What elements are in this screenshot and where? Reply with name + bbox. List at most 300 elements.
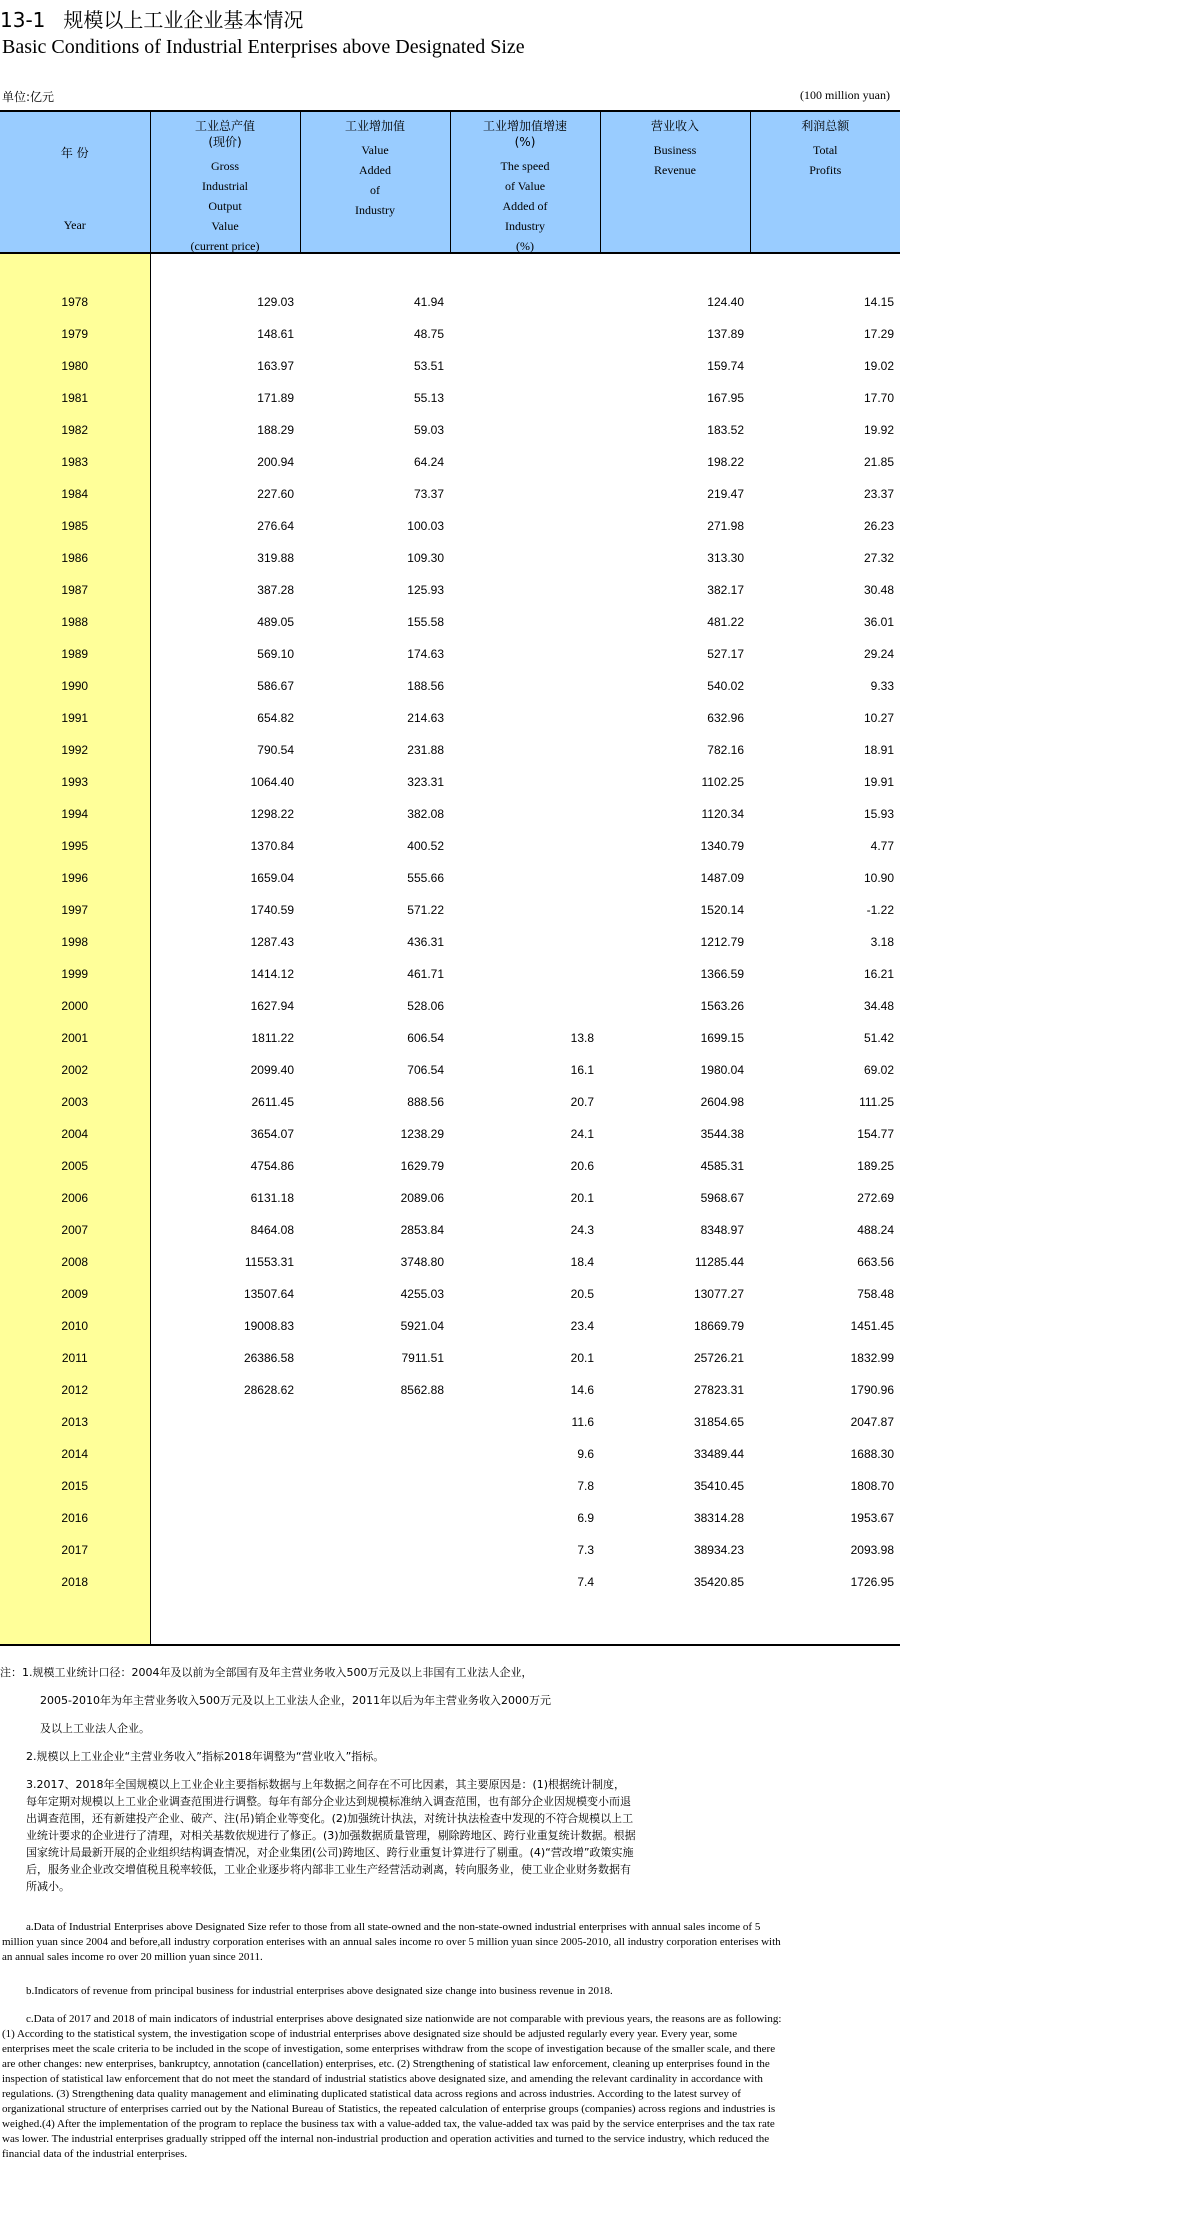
value-cell bbox=[450, 446, 600, 478]
value-cell: 200.94 bbox=[257, 455, 294, 469]
table-row bbox=[0, 702, 900, 734]
value-cell: 109.30 bbox=[407, 551, 444, 565]
value-cell: 319.88 bbox=[257, 551, 294, 565]
year-cell: 1994 bbox=[0, 798, 150, 830]
value-cell: 782.16 bbox=[707, 743, 744, 757]
value-cell: 31854.65 bbox=[693, 1415, 744, 1429]
value-cell: 19008.83 bbox=[243, 1319, 294, 1333]
value-cell: 18669.79 bbox=[693, 1319, 744, 1333]
value-cell bbox=[450, 382, 600, 414]
value-cell bbox=[450, 318, 600, 350]
value-cell: 10.27 bbox=[863, 711, 894, 725]
table-row bbox=[0, 766, 900, 798]
year-cell: 2006 bbox=[0, 1182, 150, 1214]
value-cell: 53.51 bbox=[413, 359, 444, 373]
value-cell bbox=[450, 894, 600, 926]
value-cell: 1102.25 bbox=[701, 775, 744, 789]
header-cn: 工业总产值 (现价) bbox=[194, 119, 255, 149]
table-row bbox=[0, 830, 900, 862]
year-cell: 2014 bbox=[0, 1438, 150, 1470]
value-cell: 540.02 bbox=[707, 679, 744, 693]
table-row bbox=[0, 350, 900, 382]
header-en: Business Revenue bbox=[653, 143, 697, 177]
table-row bbox=[0, 1022, 900, 1054]
value-cell bbox=[150, 1534, 300, 1566]
value-cell: 400.52 bbox=[407, 839, 444, 853]
year-cell: 1989 bbox=[0, 638, 150, 670]
value-cell: 124.40 bbox=[707, 295, 744, 309]
value-cell bbox=[450, 990, 600, 1022]
value-cell: 4585.31 bbox=[700, 1159, 744, 1173]
value-cell: 1811.22 bbox=[251, 1031, 294, 1045]
table-row bbox=[0, 382, 900, 414]
unit-label-cn: 单位:亿元 bbox=[2, 90, 55, 104]
header-cn: 工业增加值增速 (%) bbox=[482, 119, 567, 149]
value-cell: 1366.59 bbox=[700, 967, 744, 981]
table-row bbox=[0, 478, 900, 510]
table-row bbox=[0, 1438, 900, 1470]
year-cell: 1998 bbox=[0, 926, 150, 958]
value-cell: 527.17 bbox=[707, 647, 744, 661]
value-cell: 129.03 bbox=[257, 295, 294, 309]
value-cell: 1520.14 bbox=[700, 903, 744, 917]
value-cell: 2089.06 bbox=[400, 1191, 444, 1205]
value-cell: 7911.51 bbox=[401, 1351, 444, 1365]
table-row bbox=[0, 894, 900, 926]
value-cell bbox=[450, 606, 600, 638]
value-cell: 64.24 bbox=[413, 455, 444, 469]
table-end-row bbox=[0, 1598, 900, 1645]
value-cell: 4255.03 bbox=[400, 1287, 444, 1301]
value-cell: 1487.09 bbox=[700, 871, 744, 885]
value-cell: 137.89 bbox=[707, 327, 744, 341]
value-cell bbox=[450, 574, 600, 606]
value-cell: 125.93 bbox=[407, 583, 444, 597]
value-cell: 1451.45 bbox=[850, 1319, 894, 1333]
value-cell bbox=[450, 926, 600, 958]
year-cell: 1996 bbox=[0, 862, 150, 894]
value-cell: 188.29 bbox=[257, 423, 294, 437]
table-header-row bbox=[0, 111, 900, 253]
value-cell: 198.22 bbox=[707, 455, 744, 469]
year-cell: 2012 bbox=[0, 1374, 150, 1406]
year-cell: 2010 bbox=[0, 1310, 150, 1342]
value-cell: 23.37 bbox=[863, 487, 894, 501]
year-cell: 2002 bbox=[0, 1054, 150, 1086]
year-cell: 1987 bbox=[0, 574, 150, 606]
value-cell: 171.89 bbox=[257, 391, 294, 405]
value-cell bbox=[450, 510, 600, 542]
table-row bbox=[0, 990, 900, 1022]
value-cell: 13.8 bbox=[570, 1031, 594, 1045]
value-cell: 174.63 bbox=[407, 647, 444, 661]
value-cell bbox=[450, 350, 600, 382]
value-cell: 1726.95 bbox=[850, 1575, 894, 1589]
table-row bbox=[0, 1342, 900, 1374]
spacer-row bbox=[0, 253, 900, 286]
value-cell: 214.63 bbox=[407, 711, 444, 725]
value-cell: 20.5 bbox=[570, 1287, 594, 1301]
year-cell: 1986 bbox=[0, 542, 150, 574]
value-cell bbox=[450, 638, 600, 670]
year-cell: 1995 bbox=[0, 830, 150, 862]
note-1a: 注：1.规模工业统计口径：2004年及以前为全部国有及年主营业务收入500万元及以上非国有工业法人企业， bbox=[0, 1666, 533, 1679]
value-cell: 231.88 bbox=[407, 743, 444, 757]
value-cell: 9.33 bbox=[870, 679, 894, 693]
value-cell: 8464.08 bbox=[250, 1223, 294, 1237]
value-cell: 24.1 bbox=[570, 1127, 594, 1141]
header-total-profits bbox=[750, 111, 900, 253]
value-cell: 1832.99 bbox=[850, 1351, 894, 1365]
value-cell: 1414.12 bbox=[250, 967, 294, 981]
year-cell: 1993 bbox=[0, 766, 150, 798]
value-cell: 276.64 bbox=[257, 519, 294, 533]
value-cell: 10.90 bbox=[863, 871, 894, 885]
page-title-en: Basic Conditions of Industrial Enterprises above Designated Size bbox=[2, 36, 525, 58]
value-cell: 387.28 bbox=[257, 583, 294, 597]
value-cell bbox=[150, 1502, 300, 1534]
value-cell: 461.71 bbox=[407, 967, 444, 981]
header-year-cn: 年 份 bbox=[60, 146, 89, 160]
value-cell: 4754.86 bbox=[250, 1159, 294, 1173]
table-row bbox=[0, 542, 900, 574]
value-cell: 13077.27 bbox=[693, 1287, 744, 1301]
year-cell: 1980 bbox=[0, 350, 150, 382]
value-cell: 706.54 bbox=[407, 1063, 444, 1077]
value-cell bbox=[150, 1406, 300, 1438]
value-cell: 18.91 bbox=[863, 743, 894, 757]
value-cell: 154.77 bbox=[857, 1127, 894, 1141]
year-cell: 2017 bbox=[0, 1534, 150, 1566]
header-cn: 利润总额 bbox=[801, 119, 850, 133]
table-row bbox=[0, 510, 900, 542]
value-cell: 2611.45 bbox=[251, 1095, 294, 1109]
note-1b: 2005-2010年为年主营业务收入500万元及以上工业法人企业，2011年以后为年主营业务收入2000万元 bbox=[40, 1694, 551, 1707]
header-value-added bbox=[300, 111, 450, 253]
header-gross-output bbox=[150, 111, 300, 253]
table-row bbox=[0, 1502, 900, 1534]
header-en: Total Profits bbox=[809, 143, 842, 177]
value-cell: 790.54 bbox=[257, 743, 294, 757]
value-cell: 27823.31 bbox=[693, 1383, 744, 1397]
value-cell: 1120.34 bbox=[701, 807, 744, 821]
value-cell: 1627.94 bbox=[250, 999, 294, 1013]
year-cell: 2016 bbox=[0, 1502, 150, 1534]
value-cell: 1699.15 bbox=[700, 1031, 744, 1045]
year-cell: 1991 bbox=[0, 702, 150, 734]
value-cell: 34.48 bbox=[863, 999, 894, 1013]
value-cell: 163.97 bbox=[257, 359, 294, 373]
value-cell: 3748.80 bbox=[400, 1255, 444, 1269]
year-cell: 2009 bbox=[0, 1278, 150, 1310]
table-row bbox=[0, 1278, 900, 1310]
value-cell: 38934.23 bbox=[693, 1543, 744, 1557]
value-cell: 159.74 bbox=[707, 359, 744, 373]
value-cell: 183.52 bbox=[707, 423, 744, 437]
value-cell: 19.92 bbox=[863, 423, 894, 437]
value-cell bbox=[300, 1534, 450, 1566]
value-cell bbox=[450, 702, 600, 734]
value-cell: 1298.22 bbox=[250, 807, 294, 821]
value-cell: 632.96 bbox=[707, 711, 744, 725]
table-row bbox=[0, 1182, 900, 1214]
table-row bbox=[0, 446, 900, 478]
value-cell: 5968.67 bbox=[700, 1191, 744, 1205]
value-cell: 73.37 bbox=[413, 487, 444, 501]
note-3: 3.2017、2018年全国规模以上工业企业主要指标数据与上年数据之间存在不可比因素，其主要原因是：(1)根据统计制度，每年定期对规模以上工业企业调查范围进行调整。每年有部分企业达到规模标准纳入调查范围，也有部分企业因规模变小而退出调查范围，还有新建投产企业、破产、注(吊)销企业等变化。(2)加强统计执法，对统计执法检查中发现的不符合规模以上工业统计要求的企业进行了清理，对相关基数依规进行了修正。(3)加强数据质量管理，剔除跨地区、跨行业重复统计数据。根据国家统计局最新开展的企业组织结构调查情况，对企业集团(公司)跨地区、跨行业重复计算进行了剔重。(4)“营改增”政策实施后，服务业企业改交增值税且税率较低，工业企业逐步将内部非工业生产经营活动剥离，转向服务业，使工业企业财务数据有所减小。 bbox=[26, 1778, 636, 1893]
value-cell: 1790.96 bbox=[850, 1383, 894, 1397]
value-cell: 6.9 bbox=[577, 1511, 594, 1525]
value-cell: 26386.58 bbox=[243, 1351, 294, 1365]
table-row bbox=[0, 1406, 900, 1438]
value-cell: 1808.70 bbox=[850, 1479, 894, 1493]
value-cell: 13507.64 bbox=[243, 1287, 294, 1301]
value-cell: 758.48 bbox=[857, 1287, 894, 1301]
table-row bbox=[0, 1566, 900, 1598]
table-row bbox=[0, 574, 900, 606]
value-cell: 1370.84 bbox=[250, 839, 294, 853]
table-row bbox=[0, 1470, 900, 1502]
table-row bbox=[0, 670, 900, 702]
header-cn: 营业收入 bbox=[650, 119, 699, 133]
year-cell: 1979 bbox=[0, 318, 150, 350]
value-cell: 30.48 bbox=[863, 583, 894, 597]
value-cell: 36.01 bbox=[863, 615, 894, 629]
year-cell: 2011 bbox=[0, 1342, 150, 1374]
value-cell: 569.10 bbox=[257, 647, 294, 661]
value-cell: 3.18 bbox=[870, 935, 894, 949]
value-cell: 111.25 bbox=[859, 1095, 894, 1109]
value-cell: 313.30 bbox=[707, 551, 744, 565]
value-cell: 9.6 bbox=[577, 1447, 594, 1461]
table-row bbox=[0, 1214, 900, 1246]
table-row bbox=[0, 1310, 900, 1342]
value-cell: 528.06 bbox=[407, 999, 444, 1013]
value-cell: 606.54 bbox=[407, 1031, 444, 1045]
year-cell: 1978 bbox=[0, 286, 150, 318]
value-cell bbox=[450, 670, 600, 702]
header-year-en: Year bbox=[63, 218, 86, 232]
value-cell: 29.24 bbox=[863, 647, 894, 661]
year-cell: 2008 bbox=[0, 1246, 150, 1278]
value-cell: 2604.98 bbox=[700, 1095, 744, 1109]
value-cell: 888.56 bbox=[407, 1095, 444, 1109]
value-cell: 654.82 bbox=[257, 711, 294, 725]
value-cell: 16.1 bbox=[570, 1063, 594, 1077]
table-row bbox=[0, 606, 900, 638]
value-cell: 20.1 bbox=[570, 1191, 594, 1205]
value-cell: 11553.31 bbox=[244, 1255, 294, 1269]
value-cell: 1740.59 bbox=[250, 903, 294, 917]
value-cell: 35410.45 bbox=[693, 1479, 744, 1493]
value-cell: 51.42 bbox=[863, 1031, 894, 1045]
value-cell bbox=[300, 1502, 450, 1534]
year-cell: 2001 bbox=[0, 1022, 150, 1054]
value-cell: 28628.62 bbox=[243, 1383, 294, 1397]
value-cell: 24.3 bbox=[570, 1223, 594, 1237]
value-cell bbox=[450, 862, 600, 894]
value-cell: 1980.04 bbox=[700, 1063, 744, 1077]
value-cell bbox=[450, 798, 600, 830]
value-cell: 27.32 bbox=[863, 551, 894, 565]
value-cell: 59.03 bbox=[413, 423, 444, 437]
header-business-revenue bbox=[600, 111, 750, 253]
value-cell: 382.08 bbox=[407, 807, 444, 821]
value-cell: 33489.44 bbox=[693, 1447, 744, 1461]
value-cell bbox=[300, 1438, 450, 1470]
table-row bbox=[0, 926, 900, 958]
value-cell bbox=[450, 734, 600, 766]
value-cell: 17.70 bbox=[863, 391, 894, 405]
value-cell: 11.6 bbox=[571, 1415, 594, 1429]
table-row bbox=[0, 1150, 900, 1182]
value-cell: 189.25 bbox=[857, 1159, 894, 1173]
year-cell: 1988 bbox=[0, 606, 150, 638]
value-cell: 481.22 bbox=[707, 615, 744, 629]
value-cell bbox=[450, 542, 600, 574]
value-cell: 555.66 bbox=[407, 871, 444, 885]
value-cell: 1563.26 bbox=[700, 999, 744, 1013]
value-cell: 35420.85 bbox=[693, 1575, 744, 1589]
value-cell: 14.15 bbox=[863, 295, 894, 309]
year-cell: 1984 bbox=[0, 478, 150, 510]
value-cell: 663.56 bbox=[857, 1255, 894, 1269]
year-cell: 1999 bbox=[0, 958, 150, 990]
year-cell: 2005 bbox=[0, 1150, 150, 1182]
value-cell: 100.03 bbox=[407, 519, 444, 533]
value-cell: 2047.87 bbox=[850, 1415, 894, 1429]
value-cell: 55.13 bbox=[413, 391, 444, 405]
value-cell: 1212.79 bbox=[700, 935, 744, 949]
value-cell: 188.56 bbox=[407, 679, 444, 693]
value-cell bbox=[150, 1438, 300, 1470]
note-2: 2.规模以上工业企业“主营业务收入”指标2018年调整为“营业收入”指标。 bbox=[26, 1750, 385, 1763]
value-cell: 19.91 bbox=[863, 775, 894, 789]
year-cell: 2004 bbox=[0, 1118, 150, 1150]
table-number: 13-1 bbox=[0, 8, 46, 32]
value-cell: 8348.97 bbox=[700, 1223, 744, 1237]
value-cell: 2853.84 bbox=[400, 1223, 444, 1237]
value-cell: 5921.04 bbox=[400, 1319, 444, 1333]
year-cell: 1981 bbox=[0, 382, 150, 414]
value-cell bbox=[150, 1470, 300, 1502]
value-cell: 1064.40 bbox=[250, 775, 294, 789]
value-cell: 7.8 bbox=[577, 1479, 594, 1493]
value-cell: 20.1 bbox=[570, 1351, 594, 1365]
value-cell: 16.21 bbox=[863, 967, 894, 981]
table-row bbox=[0, 734, 900, 766]
value-cell: 489.05 bbox=[257, 615, 294, 629]
value-cell: 20.6 bbox=[570, 1159, 594, 1173]
table-row bbox=[0, 318, 900, 350]
value-cell: 7.4 bbox=[577, 1575, 594, 1589]
value-cell bbox=[150, 1566, 300, 1598]
value-cell: 14.6 bbox=[570, 1383, 594, 1397]
year-cell: 1985 bbox=[0, 510, 150, 542]
value-cell: 219.47 bbox=[707, 487, 744, 501]
value-cell: 382.17 bbox=[707, 583, 744, 597]
value-cell: 25726.21 bbox=[693, 1351, 744, 1365]
note-b: b.Indicators of revenue from principal business for industrial enterprises above designated size change into business revenue in 2018. bbox=[26, 1985, 613, 1997]
table-row bbox=[0, 798, 900, 830]
value-cell: 23.4 bbox=[570, 1319, 594, 1333]
year-cell: 2013 bbox=[0, 1406, 150, 1438]
value-cell: 488.24 bbox=[857, 1223, 894, 1237]
year-cell: 1992 bbox=[0, 734, 150, 766]
header-en: The speed of Value Added of Industry (%) bbox=[500, 159, 550, 253]
value-cell bbox=[450, 958, 600, 990]
year-cell: 2007 bbox=[0, 1214, 150, 1246]
header-en: Value Added of Industry bbox=[355, 143, 395, 217]
note-c: c.Data of 2017 and 2018 of main indicators of industrial enterprises above designated size nationwide are not comparable with previous years, the reasons are as following: (1) According to the statistical system, the investigation scope of industrial enterprises above designated size should be adjusted regularly every year. Every year, some enterprises meet the scale criteria to be included in the scope of investigation, some enterprises withdraw from the scope of investigation because of the smaller scale, and there are other changes: new enterprises, bankruptcy, annotation (cancellation) enterprises, etc. (2) Strengthening of statistical law enforcement, cleaning up enterprises found in the inspection of statistical law enforcement that do not meet the standard of industrial statistics above designated size, and amending the relevant cardinality in accordance with regulations. (3) Strengthening data quality management and eliminating duplicated statistical data across regions and across industries. According to the latest survey of organizational structure of enterprises carried out by the National Bureau of Statistics, the repeated calculation of enterprise groups (companies) across regions and industries is weighed.(4) After the implementation of the program to replace the business tax with a value-added tax, the value-added tax was paid by the service enterprises and the tax rate was lower. The industrial enterprises gradually stripped off the internal non-industrial production and operation activities and turned to the service industry, which reduced the financial data of the industrial enterprises. bbox=[2, 2013, 782, 2160]
value-cell: 586.67 bbox=[257, 679, 294, 693]
value-cell: 41.94 bbox=[413, 295, 444, 309]
value-cell: 272.69 bbox=[857, 1191, 894, 1205]
year-cell: 2018 bbox=[0, 1566, 150, 1598]
value-cell: 167.95 bbox=[707, 391, 744, 405]
header-year bbox=[0, 111, 150, 253]
value-cell bbox=[450, 766, 600, 798]
year-cell: 2015 bbox=[0, 1470, 150, 1502]
value-cell: 48.75 bbox=[413, 327, 444, 341]
value-cell: 6131.18 bbox=[250, 1191, 294, 1205]
data-table bbox=[0, 110, 900, 1646]
value-cell: 155.58 bbox=[407, 615, 444, 629]
table-row bbox=[0, 1534, 900, 1566]
table-row bbox=[0, 1086, 900, 1118]
value-cell: 227.60 bbox=[257, 487, 294, 501]
year-cell: 1982 bbox=[0, 414, 150, 446]
value-cell bbox=[450, 414, 600, 446]
year-cell: 1983 bbox=[0, 446, 150, 478]
title-cn-text: 规模以上工业企业基本情况 bbox=[63, 8, 304, 32]
value-cell: 1287.43 bbox=[250, 935, 294, 949]
note-a: a.Data of Industrial Enterprises above Designated Size refer to those from all state-owned and the non-state-owned industrial enterprises with annual sales income of 5 million yuan since 2004 and before,all industry corporation enterises with an annual sales income ro over 5 million yuan since 2005-2010, all industry corporation enterises with an annual sales income ro over 20 million yuan since 2011. bbox=[2, 1921, 781, 1963]
value-cell: 436.31 bbox=[407, 935, 444, 949]
value-cell: 2093.98 bbox=[850, 1543, 894, 1557]
table-row bbox=[0, 1246, 900, 1278]
value-cell: 17.29 bbox=[863, 327, 894, 341]
table-row bbox=[0, 286, 900, 318]
year-cell: 2003 bbox=[0, 1086, 150, 1118]
value-cell: 26.23 bbox=[863, 519, 894, 533]
value-cell: 2099.40 bbox=[250, 1063, 294, 1077]
value-cell: 271.98 bbox=[707, 519, 744, 533]
value-cell bbox=[450, 286, 600, 318]
value-cell: 11285.44 bbox=[694, 1255, 744, 1269]
table-row bbox=[0, 638, 900, 670]
unit-label-en: (100 million yuan) bbox=[800, 88, 890, 102]
value-cell: 4.77 bbox=[870, 839, 894, 853]
value-cell: 1629.79 bbox=[400, 1159, 444, 1173]
page-title-cn bbox=[0, 4, 303, 33]
note-1c: 及以上工业法人企业。 bbox=[40, 1722, 150, 1735]
value-cell: 323.31 bbox=[407, 775, 444, 789]
value-cell: 69.02 bbox=[863, 1063, 894, 1077]
value-cell: 1659.04 bbox=[250, 871, 294, 885]
value-cell bbox=[300, 1406, 450, 1438]
value-cell: 3654.07 bbox=[250, 1127, 294, 1141]
table-row bbox=[0, 414, 900, 446]
value-cell: 1953.67 bbox=[850, 1511, 894, 1525]
year-cell: 2000 bbox=[0, 990, 150, 1022]
header-cn: 工业增加值 bbox=[344, 119, 405, 133]
value-cell: 148.61 bbox=[257, 327, 294, 341]
value-cell: 3544.38 bbox=[700, 1127, 744, 1141]
value-cell bbox=[300, 1470, 450, 1502]
value-cell: 571.22 bbox=[407, 903, 444, 917]
table-row bbox=[0, 958, 900, 990]
